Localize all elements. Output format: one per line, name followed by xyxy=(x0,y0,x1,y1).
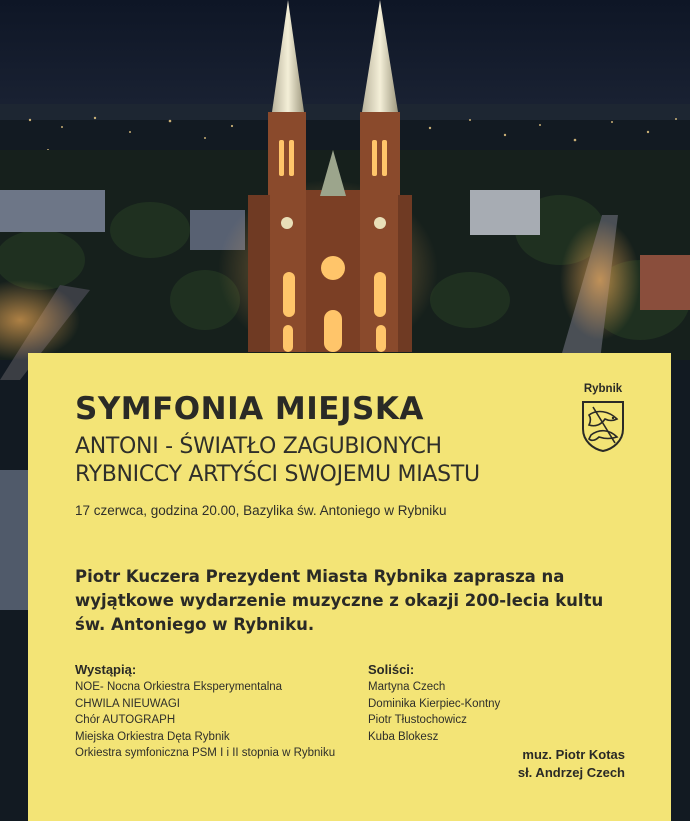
event-info-panel xyxy=(28,353,671,821)
list-item: Martyna Czech xyxy=(368,681,446,693)
list-item: Chór AUTOGRAPH xyxy=(75,714,176,727)
list-item: Piotr Tłustochowicz xyxy=(368,714,467,727)
list-item: CHWILA NIEUWAGI xyxy=(75,697,180,710)
credits xyxy=(518,746,625,781)
event-title: SYMFONIA MIEJSKA xyxy=(75,391,424,427)
event-subtitle xyxy=(75,433,480,489)
soloists-list xyxy=(368,679,500,745)
performers-list xyxy=(75,679,335,762)
event-date-place: 17 czerwca, godzina 20.00, Bazylika św. Antoniego w Rybniku xyxy=(75,503,447,518)
rybnik-logo xyxy=(575,383,631,458)
subtitle-line-1: ANTONI - ŚWIATŁO ZAGUBIONYCH xyxy=(75,434,442,459)
list-item: Kuba Blokesz xyxy=(368,730,439,743)
list-item: Orkiestra symfoniczna PSM I i II stopnia w Rybniku xyxy=(75,747,336,760)
lyrics-credit: sł. Andrzej Czech xyxy=(517,764,625,780)
music-credit: muz. Piotr Kotas xyxy=(522,747,625,762)
list-item: Dominika Kierpiec-Kontny xyxy=(368,697,501,710)
list-item: NOE- Nocna Orkiestra Eksperymentalna xyxy=(75,681,283,693)
performers-heading: Wystąpią: xyxy=(75,662,137,677)
invitation-text: Piotr Kuczera Prezydent Miasta Rybnika zaprasza na wyjątkowe wydarzenie muzyczne z okazji 200-lecia kultu św. Antoniego w Rybniku. xyxy=(75,567,604,634)
subtitle-line-2: RYBNICCY ARTYŚCI SWOJEMU MIASTU xyxy=(75,462,480,487)
rybnik-coat-of-arms-icon xyxy=(579,399,627,453)
soloists-heading: Soliści: xyxy=(368,662,415,677)
list-item: Miejska Orkiestra Dęta Rybnik xyxy=(75,730,230,743)
brand-name: Rybnik xyxy=(583,383,623,395)
